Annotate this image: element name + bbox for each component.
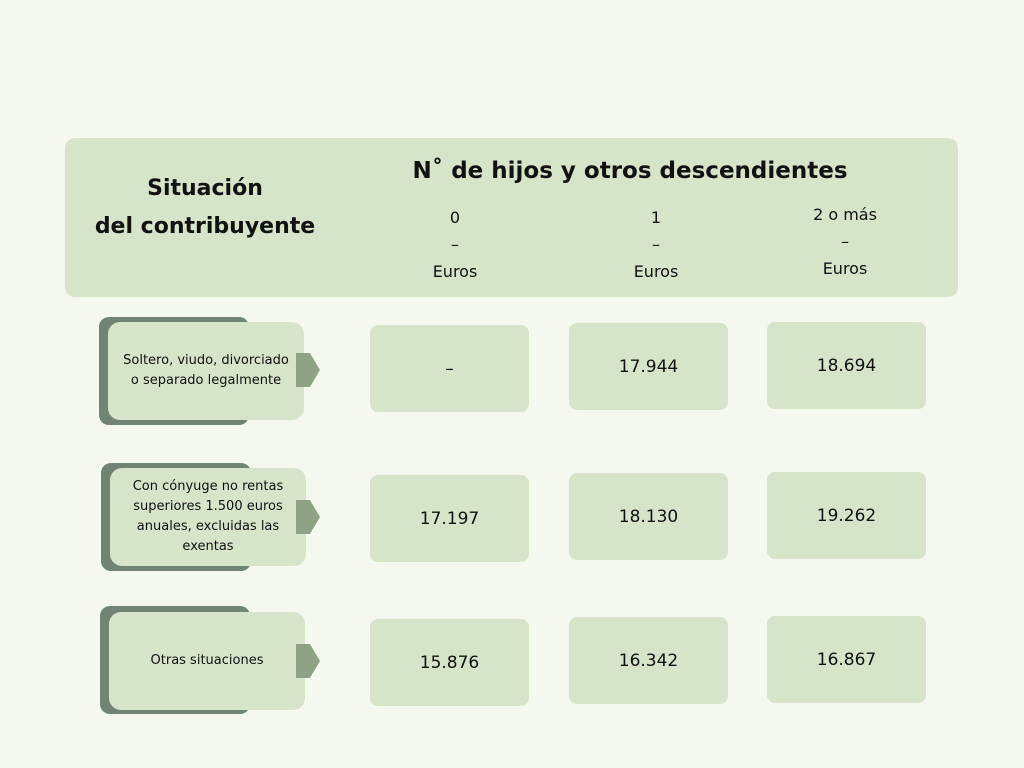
value-cell: –	[370, 325, 529, 412]
situacion-heading-line2: del contribuyente	[94, 214, 316, 239]
arrow-right-icon	[296, 644, 320, 678]
situacion-heading-line1: Situación	[147, 176, 263, 201]
value-cell: 16.342	[569, 617, 728, 704]
column-header-unit: Euros	[432, 262, 478, 281]
row-label-2: Con cónyuge no rentas superiores 1.500 euros anuales, excluidas las exentas	[110, 468, 306, 566]
value-cell: 19.262	[767, 472, 926, 559]
column-header-separator: –	[451, 235, 459, 254]
value-cell: 15.876	[370, 619, 529, 706]
column-header-unit: Euros	[822, 259, 868, 278]
hijos-heading: N˚ de hijos y otros descendientes	[412, 158, 848, 184]
column-header-0	[375, 204, 535, 285]
column-header-count: 2 o más	[813, 205, 877, 224]
column-header-separator: –	[652, 235, 660, 254]
value-cell: 18.694	[767, 322, 926, 409]
column-header-2	[765, 201, 925, 282]
value-cell: 17.197	[370, 475, 529, 562]
row-label-3: Otras situaciones	[109, 612, 305, 710]
arrow-right-icon	[296, 353, 320, 387]
situacion-heading	[75, 170, 335, 246]
column-header-unit: Euros	[633, 262, 679, 281]
column-header-count: 1	[650, 208, 662, 227]
value-cell: 16.867	[767, 616, 926, 703]
value-cell: 17.944	[569, 323, 728, 410]
column-header-1	[576, 204, 736, 285]
value-cell: 18.130	[569, 473, 728, 560]
column-header-separator: –	[841, 232, 849, 251]
row-label-1: Soltero, viudo, divorciado o separado legalmente	[108, 322, 304, 420]
arrow-right-icon	[296, 500, 320, 534]
column-header-count: 0	[449, 208, 461, 227]
